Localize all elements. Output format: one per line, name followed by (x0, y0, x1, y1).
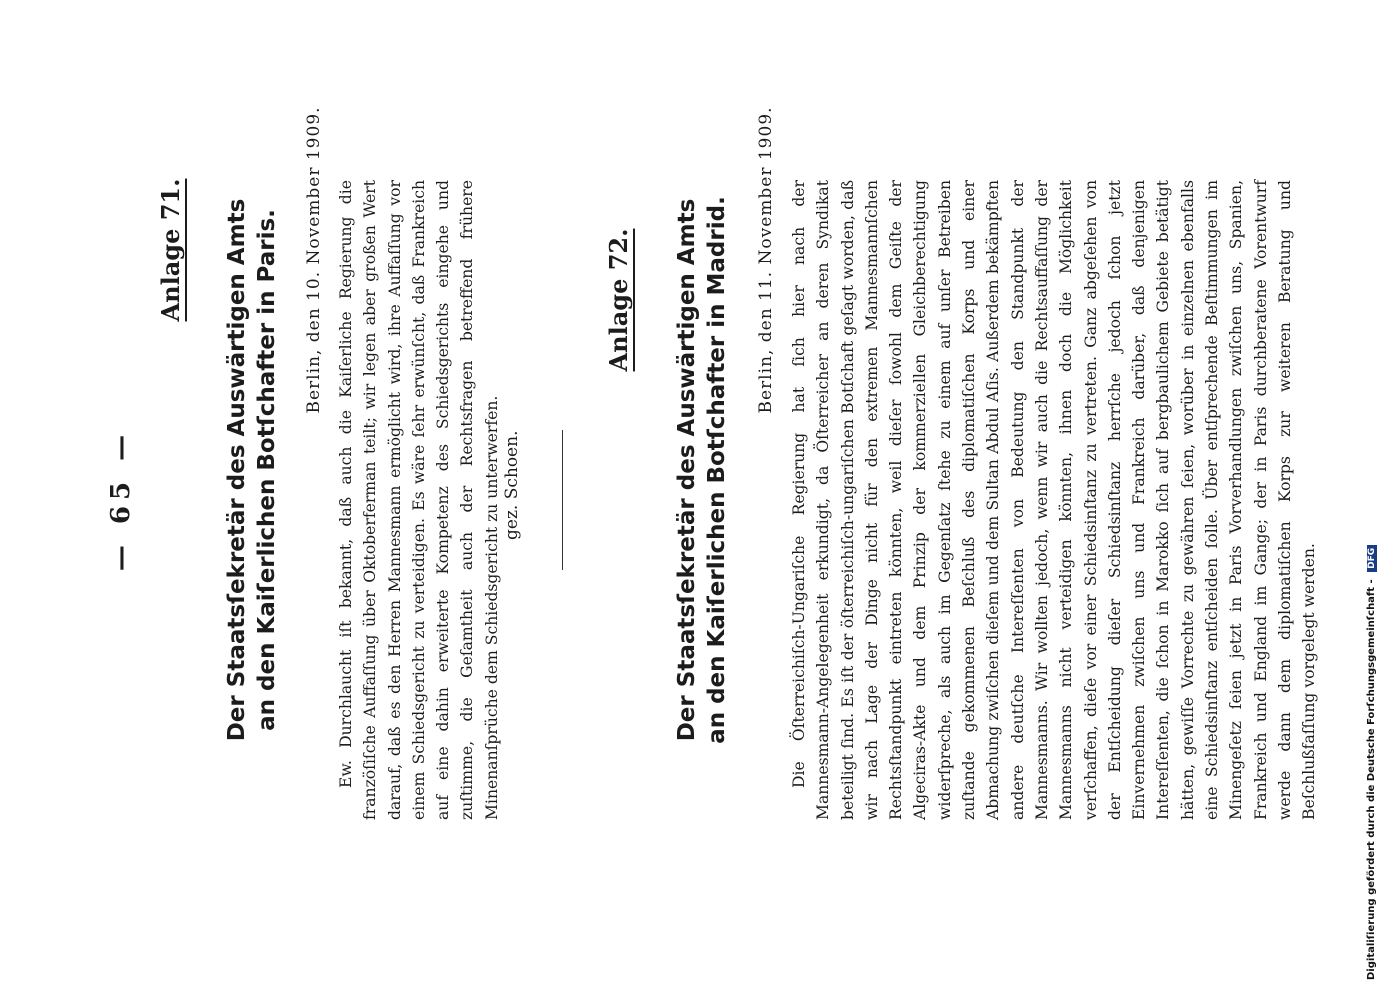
digitization-note-text: Digitaliſierung gefördert durch die Deutsche Forſchungsgemeinſchaft - (1366, 579, 1377, 980)
anlage-72-dateline: Berlin, den 11. November 1909. (756, 106, 776, 414)
anlage-71-title: Anlage 71. (156, 178, 185, 322)
anlage-72-title: Anlage 72. (604, 228, 633, 372)
dfg-logo-badge: DFG (1367, 545, 1377, 572)
anlage-71-heading-line2: an den Kaiſerlichen Botſchafter in Paris. (254, 209, 280, 731)
anlage-72-heading (672, 160, 732, 780)
digitization-note (1366, 20, 1377, 980)
anlage-71-dateline: Berlin, den 10. November 1909. (304, 106, 324, 414)
anlage-71-body: Ew. Durchlaucht iſt bekannt, daß auch die Kaiſerliche Regierung die franzöſiſche Auffaſſung über Oktoberferman teilt; wir legen aber großen Wert darauf, daß es den Herren Mannesmann ermöglicht wird, ihre Auffaſſung vor einem Schiedsgericht zu verteidigen. Es wäre ſehr erwünſcht, daß Frankreich auf eine dahin erweiterte Kompetenz des Schiedsgerichts eingehe und zuſtimme, die Geſamtheit auch der Rechtsfragen betreffend frühere Minenanſprüche dem Schiedsgericht zu unterwerfen. (337, 180, 501, 820)
anlage-71-heading (222, 160, 282, 780)
section-divider (562, 430, 563, 570)
anlage-72-heading-line2: an den Kaiſerlichen Botſchafter in Madrid. (704, 196, 730, 744)
page-number: — 65 — (106, 428, 136, 572)
anlage-72-heading-line1: Der Staatsſekretär des Auswärtigen Amts (674, 198, 700, 742)
anlage-71-heading-line1: Der Staatsſekretär des Auswärtigen Amts (224, 198, 250, 742)
anlage-72-body: Die Öſterreichiſch-Ungariſche Regierung hat ſich hier nach der Mannesmann-Angelegenheit erkundigt, da Öſterreicher an deren Syndikat beteiligt ſind. Es iſt der öſterreichiſch-ungariſchen Botſchaft geſagt worden, daß wir nach Lage der Dinge nicht für den extremen Mannesmannſchen Rechtsſtandpunkt eintreten könnten, weil dieſer ſowohl dem Geiſte der Algeciras-Akte und dem Prinzip der kommerziellen Gleichberechtigung widerſpreche, als auch im Gegenſatz ſtehe zu einem auf unſer Betreiben zuſtande gekommenen Beſchluß des diplomatiſchen Korps und einer Abmachung zwiſchen dieſem und dem Sultan Abdul Aſis. Außerdem bekämpften andere deutſche Intereſſenten von Bedeutung den Standpunkt der Mannesmanns. Wir wollten jedoch, wenn wir auch die Rechtsauffaſſung der Mannesmanns nicht verteidigen könnten, ihnen doch die Möglichkeit verſchaffen, dieſe vor einer Schiedsinſtanz zu vertreten. Ganz abgeſehen von der Entſcheidung dieſer Schiedsinſtanz herrſche jedoch ſchon jetzt Einvernehmen zwiſchen uns und Frankreich darüber, daß denjenigen Intereſſenten, die ſchon in Marokko ſich auf bergbaulichem Gebiete betätigt hätten, gewiſſe Vorrechte zu gewähren ſeien, worüber in einzelnen ebenfalls eine Schiedsinſtanz entſcheiden ſolle. Über entſprechende Beſtimmungen im Minengeſetz ſeien jetzt in Paris Vorverhandlungen zwiſchen uns, Spanien, Frankreich und England im Gange; der in Paris durchberatene Vorentwurf werde dann dem diplomatiſchen Korps zur weiteren Beratung und Beſchlußfaſſung vorgelegt werden. (790, 180, 1319, 820)
anlage-71-signature: gez. Schoen. (502, 430, 522, 540)
